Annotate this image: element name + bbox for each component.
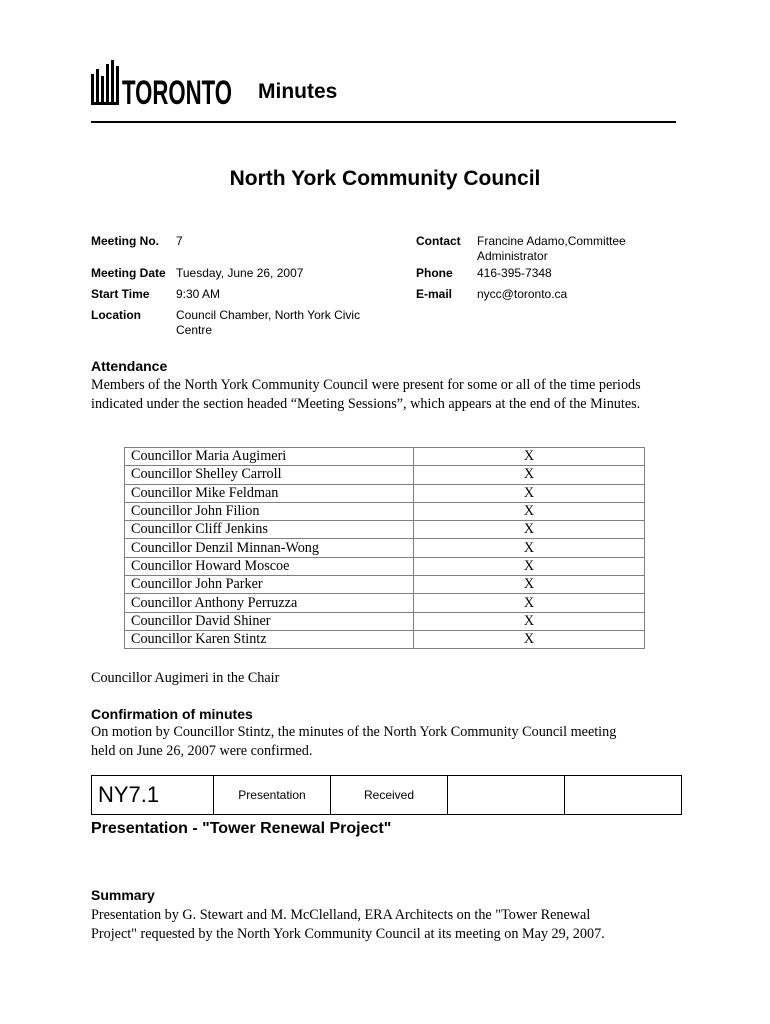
confirmation-heading: Confirmation of minutes <box>91 706 253 722</box>
meeting-date-value: Tuesday, June 26, 2007 <box>176 266 304 280</box>
attendance-mark: X <box>414 557 645 575</box>
councillor-name: Councillor Denzil Minnan-Wong <box>125 539 414 557</box>
table-row <box>125 630 645 648</box>
table-row <box>92 776 682 815</box>
item-empty-cell <box>448 776 565 815</box>
meeting-no-label: Meeting No. <box>91 234 159 248</box>
page-title: North York Community Council <box>229 167 541 190</box>
attendance-mark: X <box>414 594 645 612</box>
councillor-name: Councillor John Filion <box>125 502 414 520</box>
location-value-line1: Council Chamber, North York Civic <box>176 308 361 322</box>
summary-heading: Summary <box>91 887 155 903</box>
item-status: Received <box>331 776 448 815</box>
email-label: E-mail <box>416 287 453 301</box>
item-empty-cell <box>565 776 682 815</box>
councillor-name: Councillor David Shiner <box>125 612 414 630</box>
councillor-name: Councillor Cliff Jenkins <box>125 521 414 539</box>
header-divider <box>91 121 676 123</box>
page-header <box>91 58 676 124</box>
confirmation-text-line: held on June 26, 2007 were confirmed. <box>91 742 313 759</box>
attendance-heading: Attendance <box>91 358 168 374</box>
start-time-value: 9:30 AM <box>176 287 221 301</box>
attendance-text-line: Members of the North York Community Council were present for some or all of the time periods <box>91 377 641 393</box>
phone-value: 416-395-7348 <box>477 266 552 280</box>
agenda-item-table <box>91 775 682 815</box>
summary-text <box>91 906 691 943</box>
attendance-mark: X <box>414 521 645 539</box>
meeting-no-value: 7 <box>176 234 183 248</box>
attendance-mark: X <box>414 484 645 502</box>
table-row <box>125 594 645 612</box>
table-row <box>125 502 645 520</box>
attendance-table <box>124 447 645 649</box>
councillor-name: Councillor Howard Moscoe <box>125 557 414 575</box>
table-row <box>125 521 645 539</box>
start-time-label: Start Time <box>91 287 150 301</box>
meeting-date-label: Meeting Date <box>91 266 166 280</box>
summary-text-line: Presentation by G. Stewart and M. McClelland, ERA Architects on the "Tower Renewal <box>91 907 591 923</box>
contact-value-line2: Administrator <box>477 249 548 263</box>
toronto-logo <box>91 60 233 106</box>
attendance-mark: X <box>414 466 645 484</box>
item-title: Presentation - "Tower Renewal Project" <box>91 820 392 837</box>
confirmation-text <box>91 723 691 760</box>
document-type: Minutes <box>258 80 338 103</box>
table-row <box>125 539 645 557</box>
councillor-name: Councillor Anthony Perruzza <box>125 594 414 612</box>
contact-label: Contact <box>416 234 461 248</box>
chair-note: Councillor Augimeri in the Chair <box>91 670 280 686</box>
table-row <box>125 612 645 630</box>
table-row <box>125 557 645 575</box>
table-row <box>125 576 645 594</box>
attendance-mark: X <box>414 576 645 594</box>
attendance-mark: X <box>414 502 645 520</box>
councillor-name: Councillor Shelley Carroll <box>125 466 414 484</box>
location-value-line2: Centre <box>176 323 213 337</box>
attendance-mark: X <box>414 539 645 557</box>
phone-label: Phone <box>416 266 453 280</box>
summary-text-line: Project" requested by the North York Community Council at its meeting on May 29, 2007. <box>91 925 605 942</box>
table-row <box>125 466 645 484</box>
attendance-mark: X <box>414 612 645 630</box>
item-type: Presentation <box>214 776 331 815</box>
table-row <box>125 448 645 466</box>
councillor-name: Councillor Maria Augimeri <box>125 448 414 466</box>
item-number: NY7.1 <box>92 776 214 815</box>
councillor-name: Councillor John Parker <box>125 576 414 594</box>
location-label: Location <box>91 308 141 322</box>
attendance-mark: X <box>414 448 645 466</box>
confirmation-text-line: On motion by Councillor Stintz, the minutes of the North York Community Council meeting <box>91 724 617 740</box>
attendance-text-line: indicated under the section headed “Meeting Sessions”, which appears at the end of the Minutes. <box>91 395 641 412</box>
attendance-text <box>91 376 691 413</box>
contact-value-line1: Francine Adamo,Committee <box>477 234 626 248</box>
logo-wordmark: TORONTO <box>122 74 232 106</box>
councillor-name: Councillor Karen Stintz <box>125 630 414 648</box>
table-row <box>125 484 645 502</box>
email-value: nycc@toronto.ca <box>477 287 568 301</box>
councillor-name: Councillor Mike Feldman <box>125 484 414 502</box>
attendance-mark: X <box>414 630 645 648</box>
